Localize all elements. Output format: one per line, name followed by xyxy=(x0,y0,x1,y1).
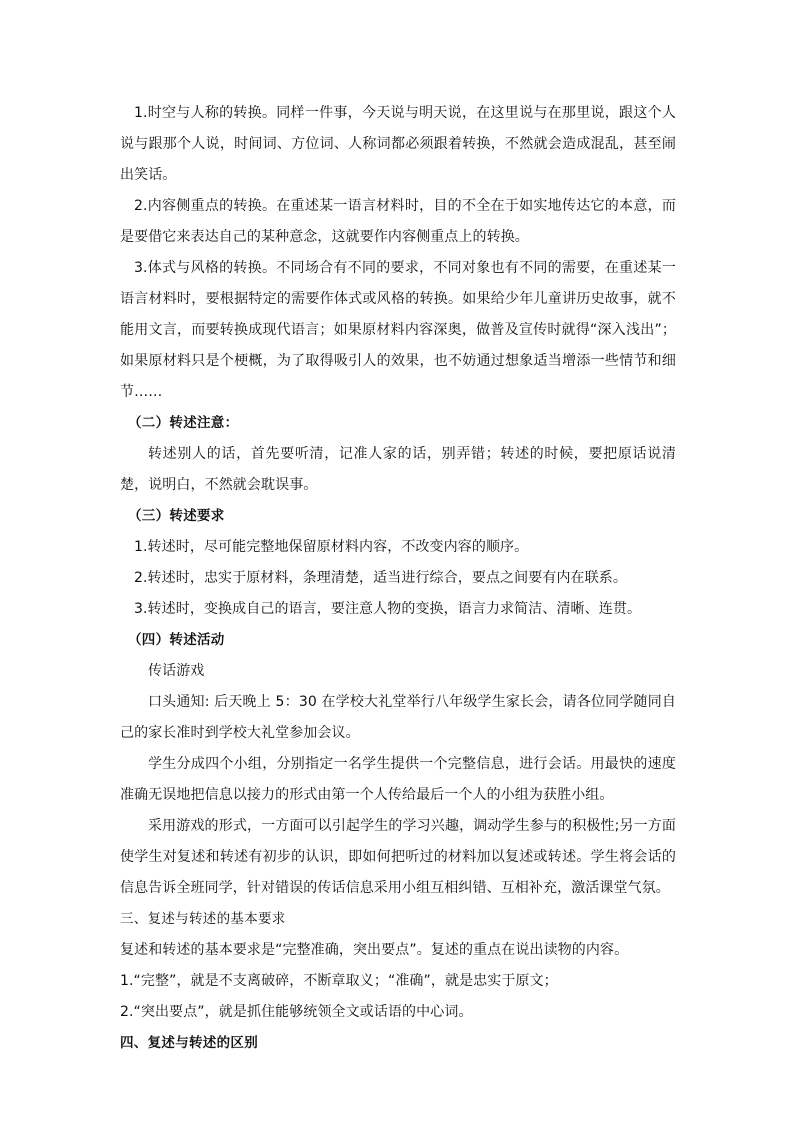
section-three-item-2: 2.“突出要点”，就是抓住能够统领全文或话语的中心词。 xyxy=(120,1004,473,1020)
heading-notes: （二）转述注意： xyxy=(128,415,239,431)
activity-paragraph-1: 口头通知: 后天晚上 5：30 在学校大礼堂举行八年级学生家长会，请各位同学随同自己的家长准时到学校大礼堂参加会议。 xyxy=(120,694,676,741)
notes-paragraph: 转述别人的话，首先要听清，记准人家的话，别弄错；转述的时候，要把原话说清楚，说明白，不然就会耽误事。 xyxy=(120,446,676,493)
game-title: 传话游戏 xyxy=(148,663,205,679)
section-three-item-1: 1.“完整”，就是不支离破碎，不断章取义；“准确”，就是忠实于原文； xyxy=(120,973,558,989)
conversion-item-3: 3.体式与风格的转换。不同场合有不同的要求，不同对象也有不同的需要，在重述某一语言材料时，要根据特定的需要作体式或风格的转换。如果给少年儿童讲历史故事，就不能用文言，而要转换成现代语言；如果原材料内容深奥，做普及宣传时就得“深入浅出”；如果原材料只是个梗概，为了取得吸引人的效果，也不妨通过想象适当增添一些情节和细节…… xyxy=(120,260,676,400)
heading-section-three: 三、复述与转述的基本要求 xyxy=(120,911,286,927)
heading-section-four: 四、复述与转述的区别 xyxy=(120,1035,258,1051)
conversion-item-1: 1.时空与人称的转换。同样一件事，今天说与明天说，在这里说与在那里说，跟这个人说与跟那个人说，时间词、方位词、人称词都必须跟着转换，不然就会造成混乱，甚至闹出笑话。 xyxy=(120,105,676,183)
section-three-intro: 复述和转述的基本要求是“完整准确，突出要点”。复述的重点在说出读物的内容。 xyxy=(120,942,629,958)
requirement-item-1: 1.转述时，尽可能完整地保留原材料内容，不改变内容的顺序。 xyxy=(134,539,529,555)
requirement-item-2: 2.转述时，忠实于原材料，条理清楚，适当进行综合，要点之间要有内在联系。 xyxy=(134,570,627,586)
heading-requirements: （三）转述要求 xyxy=(128,508,225,524)
document-body xyxy=(120,98,676,1059)
activity-paragraph-2: 学生分成四个小组，分别指定一名学生提供一个完整信息，进行会话。用最快的速度准确无误地把信息以接力的形式由第一个人传给最后一个人的小组为获胜小组。 xyxy=(120,756,676,803)
requirement-item-3: 3.转述时，变换成自己的语言，要注意人物的变换，语言力求简洁、清晰、连贯。 xyxy=(134,601,642,617)
heading-activity: （四）转述活动 xyxy=(128,632,225,648)
activity-paragraph-3: 采用游戏的形式，一方面可以引起学生的学习兴趣，调动学生参与的积极性;另一方面使学生对复述和转述有初步的认识，即如何把听过的材料加以复述或转述。学生将会话的信息告诉全班同学，针对错误的传话信息采用小组互相纠错、互相补充，激活课堂气氛。 xyxy=(120,818,676,896)
conversion-item-2: 2.内容侧重点的转换。在重述某一语言材料时，目的不全在于如实地传达它的本意，而是要借它来表达自己的某种意念，这就要作内容侧重点上的转换。 xyxy=(120,198,676,245)
